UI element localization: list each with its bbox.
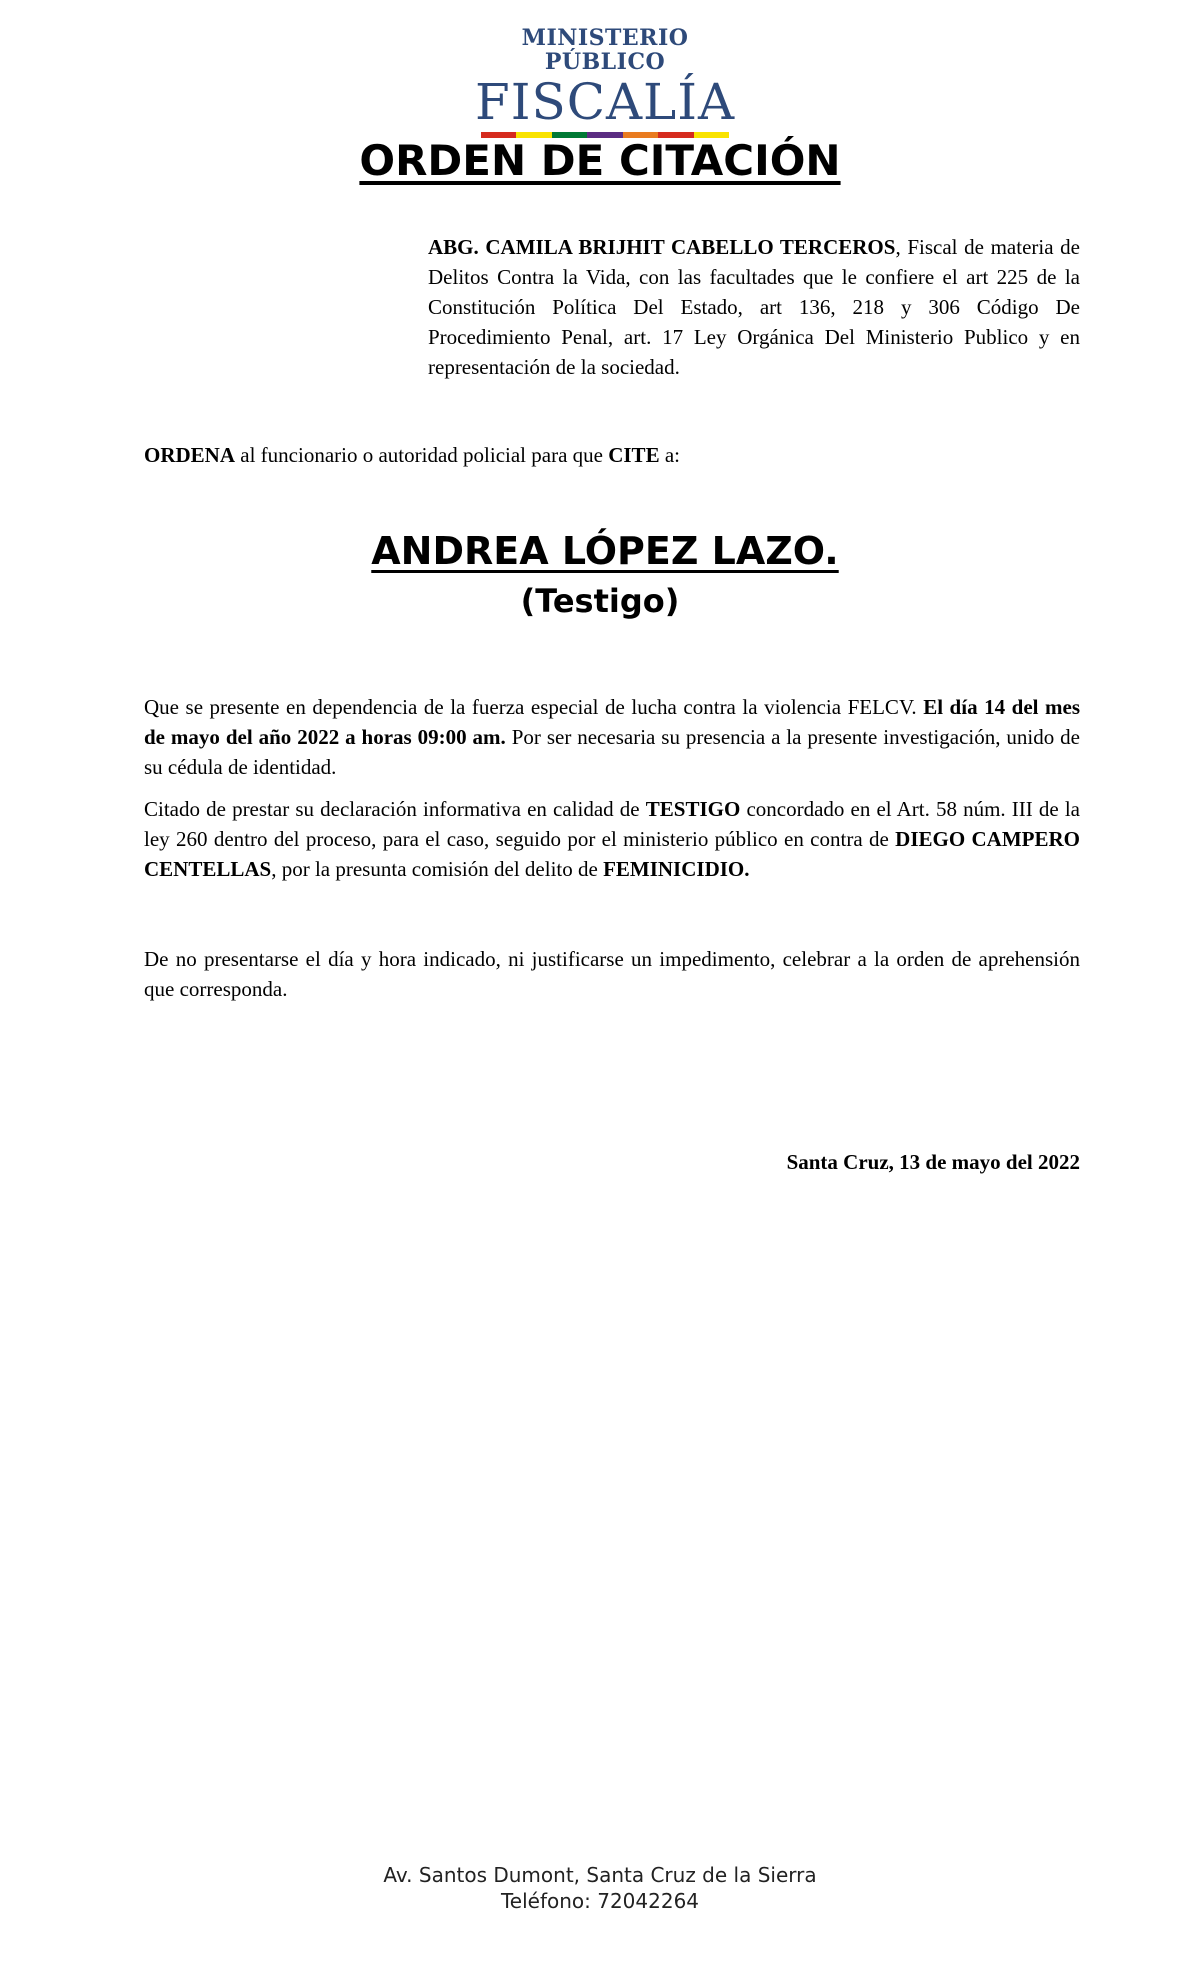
warning-paragraph: De no presentarse el día y hora indicado, ni justificarse un impedimento, celebrar a la orden de aprehensión que corresponda. <box>144 947 1080 1001</box>
ordena-word: ORDENA <box>144 443 236 467</box>
appearance-paragraph <box>144 692 1080 782</box>
fiscal-name: ABG. CAMILA BRIJHIT CABELLO TERCEROS <box>428 235 896 259</box>
logo-ministerio-text: MINISTERIO PÚBLICO <box>521 25 689 75</box>
fiscalia-logo <box>475 25 736 131</box>
ordena-middle: al funcionario o autoridad policial para que <box>235 443 609 467</box>
cited-person-role: (Testigo) <box>520 582 680 620</box>
witness-label: TESTIGO <box>645 797 741 821</box>
appearance-text-a: Que se presente en dependencia de la fuerza especial de lucha contra la violencia FELCV. <box>144 695 924 719</box>
logo-fiscalia-text: FISCALÍA <box>475 73 736 131</box>
footer-phone: Teléfono: 72042264 <box>500 1889 700 1913</box>
cite-word: CITE <box>608 443 660 467</box>
document-title: ORDEN DE CITACIÓN <box>359 136 841 185</box>
crime-name: FEMINICIDIO. <box>603 857 750 881</box>
cited-person <box>0 526 1200 624</box>
footer <box>0 1862 1200 1914</box>
date-line: Santa Cruz, 13 de mayo del 2022 <box>786 1150 1080 1174</box>
cited-person-name: ANDREA LÓPEZ LAZO. <box>371 529 839 573</box>
accused-name: DIEGO CAMPERO CENTELLAS <box>144 827 1081 881</box>
declaration-text-a: Citado de prestar su declaración informativa en calidad de <box>144 797 646 821</box>
ordena-line <box>144 440 1080 470</box>
declaration-paragraph <box>144 794 1080 884</box>
appearance-text-b: Por ser necesaria su presencia a la presente investigación, unido de su cédula de identidad. <box>144 725 1080 779</box>
appearance-datetime: El día 14 del mes de mayo del año 2022 a horas 09:00 am. <box>144 695 1080 749</box>
intro-paragraph <box>428 232 1080 382</box>
footer-address: Av. Santos Dumont, Santa Cruz de la Sierra <box>383 1863 817 1887</box>
ordena-end: a: <box>659 443 680 467</box>
declaration-text-b: concordado en el Art. 58 núm. III de la ley 260 dentro del proceso, para el caso, seguido por el ministerio público en contra de <box>144 797 1080 851</box>
intro-text: , Fiscal de materia de Delitos Contra la Vida, con las facultades que le confiere el art 225 de la Constitución Política Del Estado, art 136, 218 y 306 Código De Procedimiento Penal, art. 17 Ley Orgánica Del Ministerio Publico y en representación de la sociedad. <box>428 235 1080 379</box>
declaration-text-c: , por la presunta comisión del delito de <box>271 857 604 881</box>
